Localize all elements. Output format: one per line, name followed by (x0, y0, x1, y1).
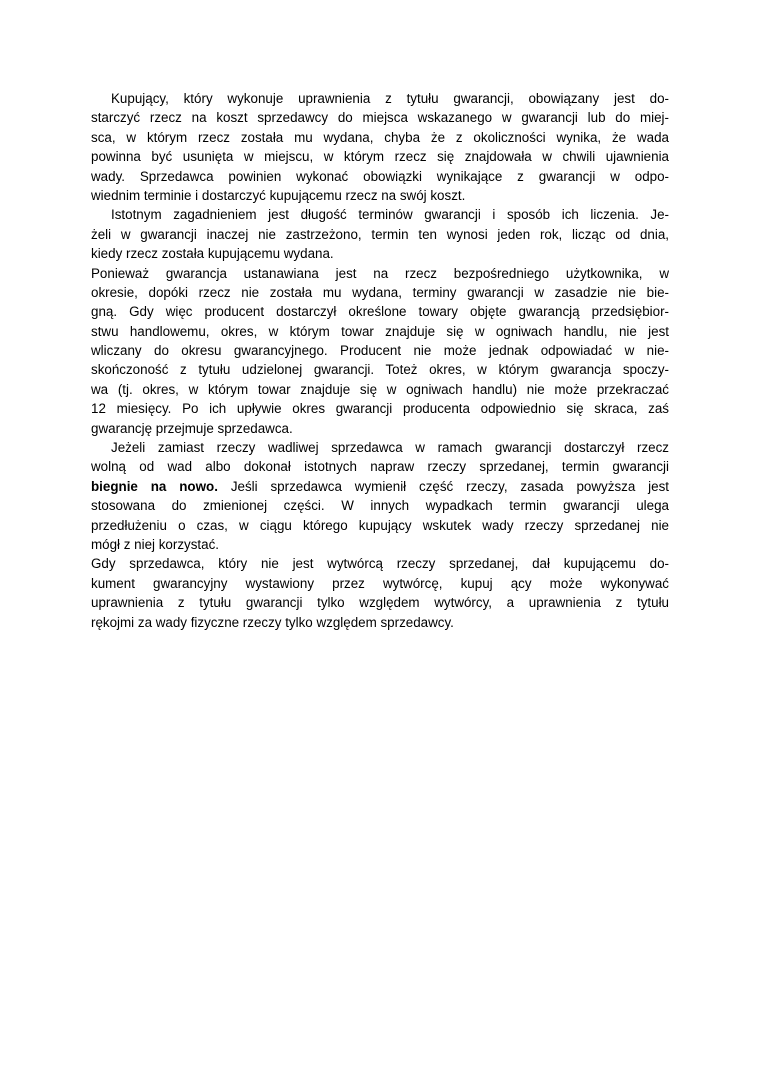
text-line: wady. Sprzedawca powinien wykonać obowiązki wynikające z gwarancji w odpo- (91, 168, 669, 184)
text-line: sca, w którym rzecz została mu wydana, chyba że z okoliczności wynika, że wada (91, 129, 669, 145)
text-line: powinna być usunięta w miejscu, w którym rzecz się znajdowała w chwili ujawnienia (91, 149, 669, 165)
text-line: gwarancję przejmuje sprzedawca. (91, 420, 293, 436)
text-line: 12 miesięcy. Po ich upływie okres gwarancji producenta odpowiednio się skraca, zaś (91, 401, 669, 417)
text-line: przedłużeniu o czas, w ciągu którego kupujący wskutek wady rzeczy sprzedanej nie (91, 517, 669, 533)
text-line: rękojmi za wady fizyczne rzeczy tylko względem sprzedawcy. (91, 614, 454, 630)
text-line: uprawnienia z tytułu gwarancji tylko względem wytwórcy, a uprawnienia z tytułu (91, 595, 669, 611)
text-line: Istotnym zagadnieniem jest długość terminów gwarancji i sposób ich liczenia. Je- (111, 207, 669, 223)
body-text (91, 89, 669, 632)
text-line: Gdy sprzedawca, który nie jest wytwórcą rzeczy sprzedanej, dał kupującemu do- (91, 556, 669, 572)
text-line-mixed (91, 477, 669, 496)
paragraph-3 (91, 264, 669, 439)
text-line: żeli w gwarancji inaczej nie zastrzeżono, termin ten wynosi jeden rok, licząc od dnia, (91, 226, 669, 242)
text-line: Kupujący, który wykonuje uprawnienia z tytułu gwarancji, obowiązany jest do- (111, 91, 669, 106)
text-line: stwu handlowemu, okres, w którym towar znajduje się w ogniwach handlu, nie jest (91, 323, 669, 339)
text-line: mógł z niej korzystać. (91, 536, 219, 552)
text-fragment: Jeśli sprzedawca wymienił część rzeczy, zasada powyższa jest (217, 478, 669, 494)
paragraph-2 (91, 205, 669, 263)
text-line: kument gwarancyjny wystawiony przez wytwórcę, kupuj ący może wykonywać (91, 575, 669, 591)
text-line: wiednim terminie i dostarczyć kupującemu rzecz na swój koszt. (91, 187, 466, 203)
paragraph-4 (91, 438, 669, 554)
text-line: Jeżeli zamiast rzeczy wadliwej sprzedawca w ramach gwarancji dostarczył rzecz (111, 440, 669, 456)
text-line: skończoność z tytułu udzielonej gwarancji. Toteż okres, w którym gwarancja spoczy- (91, 362, 669, 378)
text-line: Ponieważ gwarancja ustanawiana jest na rzecz bezpośredniego użytkownika, w (91, 265, 669, 281)
text-line: wa (tj. okres, w którym towar znajduje się w ogniwach handlu) nie może przekraczać (91, 381, 669, 397)
text-line: starczyć rzecz na koszt sprzedawcy do miejsca wskazanego w gwarancji lub do miej- (91, 110, 669, 126)
bold-phrase: biegnie na nowo. (91, 478, 218, 494)
text-line: stosowana do zmienionej części. W innych wypadkach termin gwarancji ulega (91, 498, 669, 514)
text-line: wolną od wad albo dokonał istotnych napraw rzeczy sprzedanej, termin gwarancji (91, 459, 669, 475)
text-line: kiedy rzecz została kupującemu wydana. (91, 246, 334, 262)
paragraph-5 (91, 554, 669, 632)
paragraph-1 (91, 89, 669, 205)
text-line: okresie, dopóki rzecz nie została mu wydana, terminy gwarancji w zasadzie nie bie- (91, 284, 669, 300)
text-line: gną. Gdy więc producent dostarczył określone towary objęte gwarancją przedsiębior- (91, 304, 669, 320)
text-line: wliczany do okresu gwarancyjnego. Producent nie może jednak odpowiadać w nie- (91, 343, 669, 359)
